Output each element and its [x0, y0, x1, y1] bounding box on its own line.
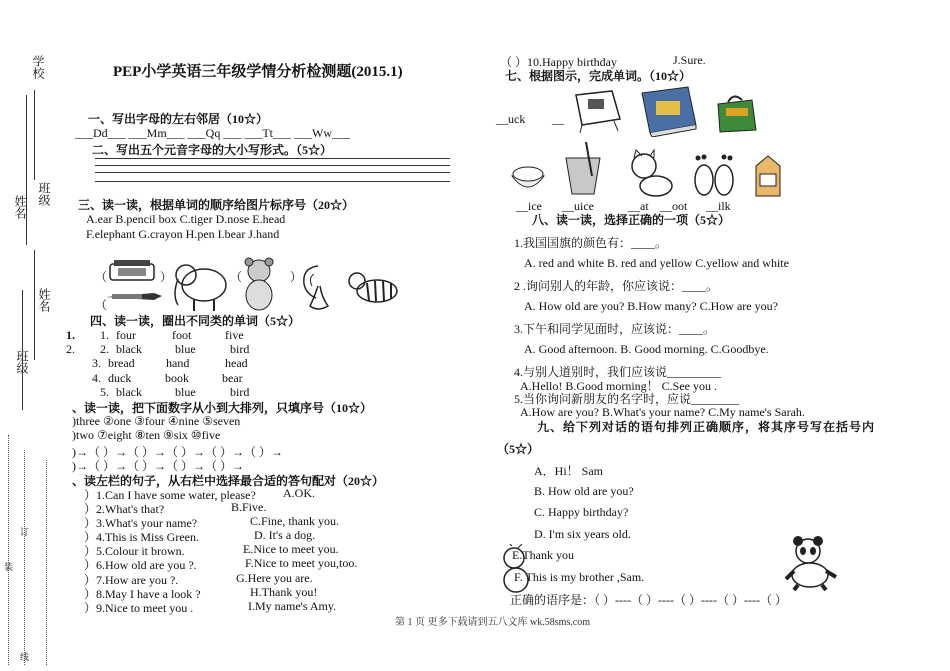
- s4-row2-word-c[interactable]: bird: [230, 342, 250, 356]
- s8-question-1: 1.我国国旗的颜色有：____。: [514, 236, 668, 250]
- section9-score: （5☆）: [497, 442, 540, 456]
- s4-row4-sub: 4.: [92, 371, 101, 385]
- s6-answer-10: J.Sure.: [673, 53, 706, 67]
- seal-char-1: 装: [4, 562, 14, 572]
- writing-line-4: [95, 181, 450, 182]
- answer-paren-open-2: （: [230, 270, 243, 284]
- s6-question-6: ）6.How old are you ?.: [84, 558, 197, 572]
- s4-row5-word-b[interactable]: blue: [175, 385, 196, 399]
- section5-numbers-line1: )three ②one ③four ④nine ⑤seven: [72, 414, 241, 428]
- s6-answer-9: I.My name's Amy.: [248, 599, 337, 613]
- s7-blank-uice[interactable]: __uice: [562, 199, 594, 213]
- s9-item-d: D. I'm six years old.: [534, 527, 631, 541]
- section5-heading: 、读一读，把下面数字从小到大排列，只填序号（10☆）: [72, 401, 373, 415]
- answer-paren-open-3: （: [95, 298, 108, 312]
- s7-blank-2[interactable]: __: [552, 112, 564, 126]
- s7-blank-duck[interactable]: __uck: [496, 112, 526, 126]
- s9-item-e: E.Thank you: [512, 548, 574, 562]
- s6-answer-8: H.Thank you!: [250, 585, 318, 599]
- s9-item-f: F. This is my brother ,Sam.: [514, 570, 645, 584]
- bear-icon: [234, 255, 284, 313]
- s9-item-b: B. How old are you?: [534, 484, 634, 498]
- seal-dotted-line-3: [46, 460, 47, 665]
- s6-question-10: （ ）10.Happy birthday: [500, 55, 617, 69]
- s8-question-2: 2 .询问别人的年龄，你应该说：____。: [514, 279, 719, 293]
- margin-school-label: 学校: [31, 55, 45, 79]
- cartoon-character-icon: [498, 544, 534, 596]
- s4-row1-word-b[interactable]: foot: [172, 328, 192, 342]
- s8-options-3: A. Good afternoon. B. Good morning. C.Goodbye.: [524, 342, 769, 356]
- section6-heading: 、读左栏的句子，从右栏中选择最合适的答句配对（20☆）: [72, 474, 385, 488]
- section1-heading: 一、写出字母的左右邻居（10☆）: [88, 112, 269, 126]
- s4-row1-sub: 1.: [100, 328, 109, 342]
- page-footer: 第 1 页 更多下载请到五八文库 wk.58sms.com: [395, 617, 590, 628]
- s6-answer-6: F.Nice to meet you,too.: [245, 556, 358, 570]
- seal-char-2: 订: [20, 527, 30, 537]
- s4-row1-word-a[interactable]: four: [116, 328, 136, 342]
- s4-row4-word-a[interactable]: duck: [108, 371, 132, 385]
- section4-heading: 四、读一读，圈出不同类的单词（5☆）: [90, 314, 301, 328]
- s4-row2-word-b[interactable]: blue: [175, 342, 196, 356]
- s7-blank-ilk[interactable]: __ilk: [706, 199, 731, 213]
- rice-bowl-icon: [510, 160, 546, 196]
- s6-answer-4: D. It's a dog.: [254, 528, 316, 542]
- margin-class-label-1: 班级: [37, 182, 51, 206]
- s6-answer-3: C.Fine, thank you.: [250, 514, 339, 528]
- tiger-icon: [345, 265, 405, 310]
- s6-answer-2: B.Five.: [231, 500, 267, 514]
- section9-heading: 九、给下列对话的语句排列正确顺序，将其序号写在括号内: [537, 420, 876, 434]
- answer-paren-open-1: （: [95, 270, 108, 284]
- s8-question-4: 4.与别人道别时，我们应该说_________: [514, 365, 722, 379]
- s9-item-a: A．Hi！ Sam: [534, 464, 604, 478]
- s7-blank-oot[interactable]: __oot: [660, 199, 688, 213]
- section8-heading: 八、读一读，选择正确的一项（5☆）: [532, 213, 731, 227]
- section3-heading: 三、读一读，根据单词的顺序给图片标序号（20☆）: [78, 198, 355, 212]
- s6-answer-5: E.Nice to meet you.: [243, 542, 339, 556]
- s4-row2-word-a[interactable]: black: [116, 342, 142, 356]
- section3-words-line2: F.elephant G.crayon H.pen I.bear J.hand: [86, 227, 280, 241]
- seal-char-3: 线: [20, 652, 30, 662]
- s4-row3-word-a[interactable]: bread: [108, 356, 135, 370]
- s6-question-9: ）9.Nice to meet you .: [84, 601, 194, 615]
- s4-row5-word-a[interactable]: black: [116, 385, 142, 399]
- s4-row4-word-b[interactable]: book: [165, 371, 189, 385]
- margin-name-label-2: 姓名: [37, 288, 51, 312]
- answer-paren-close-2: ）: [290, 270, 303, 284]
- s8-question-5: 5.当你询问新朋友的名字时，应说________: [514, 392, 740, 406]
- cat-icon: [624, 148, 680, 198]
- margin-name-label-1: 姓名: [13, 195, 27, 219]
- section5-numbers-line2: )two ⑦eight ⑧ten ⑨six ⑩five: [72, 428, 221, 442]
- margin-class-label-2: 班级: [15, 350, 29, 374]
- s9-answer-order: 正确的语序是：（ ）----（ ）----（ ）----（ ）----（ ）: [510, 593, 787, 607]
- foot-icon: [690, 152, 738, 198]
- s9-item-c: C. Happy birthday?: [534, 505, 629, 519]
- s8-options-2: A. How old are you? B.How many? C.How are you?: [524, 299, 778, 313]
- s4-row3-word-b[interactable]: hand: [166, 356, 190, 370]
- writing-line-3: [95, 172, 450, 173]
- s6-question-1: ）1.Can I have some water, please?: [84, 488, 256, 502]
- section3-words-line1: A.ear B.pencil box C.tiger D.nose E.head: [86, 212, 286, 226]
- s4-row4-word-c[interactable]: bear: [222, 371, 243, 385]
- section1-items: ___Dd___ ___Mm___ ___Qq ___ ___Tt___ ___Ww___: [75, 126, 350, 140]
- s6-question-8: ）8.May I have a look ?: [84, 587, 201, 601]
- book-icon: [638, 85, 700, 137]
- s8-options-5: A.How are you? B.What's your name? C.My name's Sarah.: [520, 405, 805, 419]
- s8-options-1: A. red and white B. red and yellow C.yellow and white: [524, 256, 789, 270]
- section5-order-chain-1: )→（ ）→（ ）→（ ）→（ ）→（ ）→: [72, 445, 283, 459]
- milk-carton-icon: [750, 152, 786, 198]
- margin-school-line: [34, 90, 35, 180]
- elephant-icon: [170, 255, 232, 313]
- seal-dotted-line-2: [24, 450, 25, 665]
- s4-row3-sub: 3.: [92, 356, 101, 370]
- section2-heading: 二、写出五个元音字母的大小写形式。（5☆）: [92, 143, 333, 157]
- s4-row2-num: 2.: [66, 342, 75, 356]
- margin-name-line: [26, 95, 27, 245]
- answer-paren-close-1: ）: [160, 270, 173, 284]
- s4-row3-word-c[interactable]: head: [225, 356, 248, 370]
- panda-icon: [784, 535, 838, 591]
- school-bag-icon: [712, 90, 762, 134]
- s4-row5-word-c[interactable]: bird: [230, 385, 250, 399]
- s4-row2-sub: 2.: [100, 342, 109, 356]
- s7-blank-at[interactable]: __at: [628, 199, 649, 213]
- s4-row5-sub: 5.: [100, 385, 109, 399]
- writing-line-1: [95, 158, 450, 159]
- writing-line-2: [95, 165, 450, 166]
- pencil-sharpener-icon: [568, 85, 628, 135]
- margin-class-line: [22, 290, 23, 410]
- margin-name2-line: [34, 250, 35, 360]
- s6-answer-1: A.OK.: [283, 486, 315, 500]
- section5-order-chain-2: )→（ ）→（ ）→（ ）→（ ）→: [72, 459, 244, 473]
- seal-dotted-line-1: [8, 435, 9, 665]
- s6-question-5: ）5.Colour it brown.: [84, 544, 185, 558]
- s7-blank-ice[interactable]: __ice: [516, 199, 542, 213]
- s6-answer-7: G.Here you are.: [236, 571, 313, 585]
- s6-question-4: ）4.This is Miss Green.: [84, 530, 199, 544]
- s8-options-4: A.Hello! B.Good morning！ C.See you .: [520, 379, 717, 393]
- nose-icon: [306, 284, 332, 314]
- juice-glass-icon: [560, 140, 606, 196]
- s6-question-7: ）7.How are you ?.: [84, 573, 179, 587]
- s4-row1-num: 1.: [66, 328, 75, 342]
- page-title: PEP小学英语三年级学情分析检测题(2015.1): [113, 64, 403, 80]
- s6-question-3: ）3.What's your name?: [84, 516, 198, 530]
- s6-question-2: ）2.What's that?: [84, 502, 165, 516]
- s8-question-3: 3.下午和同学见面时，应该说：____。: [514, 322, 716, 336]
- pencil-box-icon: [108, 258, 158, 284]
- s4-row1-word-c[interactable]: five: [225, 328, 244, 342]
- pen-icon: [104, 288, 164, 306]
- section7-heading: 七、根据图示，完成单词。（10☆）: [505, 69, 692, 83]
